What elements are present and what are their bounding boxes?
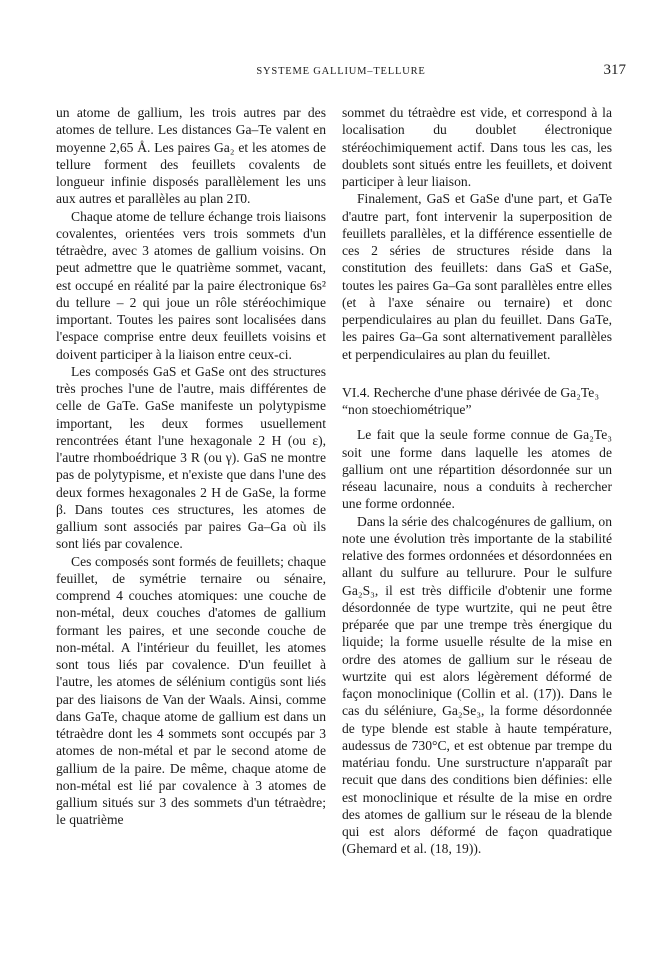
section-heading: VI.4. Recherche d'une phase dérivée de Ga₂Te₃ “non stoechiométrique” xyxy=(342,384,600,417)
left-column xyxy=(56,104,326,829)
running-title: SYSTEME GALLIUM–TELLURE xyxy=(256,66,426,77)
right-column xyxy=(342,104,612,858)
paragraph: Finalement, GaS et GaSe d'une part, et GaTe d'autre part, font intervenir la superposition de feuillets parallèles, et la différence essentielle de ces 2 séries de structures réside dans la constitution des feuillets: dans GaS et GaSe, toutes les paires Ga–Ga sont parallèles entre elles (et à l'axe sénaire ou ternaire) et donc perpendiculaires au plan du feuillet. Dans GaTe, les paires Ga–Ga sont alternativement parallèles et perpendiculaires au plan du feuillet. xyxy=(342,191,612,362)
paragraph: sommet du tétraèdre est vide, et correspond à la localisation du doublet électronique stéréochimiquement actif. Dans tous les cas, les doublets sont situés entre les feuillets, et doivent participer à leur liaison. xyxy=(342,105,612,189)
page-number: 317 xyxy=(603,62,626,78)
paragraph: Les composés GaS et GaSe ont des structures très proches l'une de l'autre, mais différentes de celle de GaTe. GaSe manifeste un polytypisme important, les deux formes usuellement rencontrées étant l'une hexagonale 2 H (ou ε), l'autre rhomboédrique 3 R (ou γ). GaS ne montre pas de polytypisme, et n'existe que dans l'une des deux formes hexagonales 2 H de GaSe, la forme β. Dans toutes ces structures, les atomes de gallium sont associés par paires Ga–Ga où ils sont liés par covalence. xyxy=(56,363,326,552)
page-header xyxy=(56,60,626,84)
paragraph: Chaque atome de tellure échange trois liaisons covalentes, orientées vers trois sommets d'un tétraèdre, avec 3 atomes de gallium voisins. On peut admettre que le quatrième sommet, vacant, est occupé en réalité par la paire électronique 6s² du tellure – 2 qui joue un rôle stéréochimique important. Toutes les paires sont localisées dans l'espace comprise entre deux feuillets voisins et doivent participer à la liaison entre ceux-ci. xyxy=(56,208,326,362)
paragraph: Dans la série des chalcogénures de gallium, on note une évolution très importante de la stabilité relative des formes ordonnées et désordonnées en allant du sulfure au tellurure. Pour le sulfure Ga₂S₃, il est très difficile d'obtenir une forme désordonnée de type wurtzite, qui ne peut être préparée que par une trempe très énergique du liquide; la forme usuelle résulte de la mise en ordre des atomes de gallium sur le réseau de wurtzite qui est alors légèrement déformé de façon monoclinique (Collin et al. (17)). Dans le cas du séléniure, Ga₂Se₃, la forme désordonnée de type blende est stable à haute température, audessus de 730°C, et est obtenue par trempe du matériau fondu. Une surstructure n'apparaît par recuit que dans des conditions bien définies: elle est monoclinique et résulte de la mise en ordre des atomes de gallium sur le réseau de la blende qui est alors déformé de façon quadratique (Ghemard et al. (18, 19)). xyxy=(342,513,612,857)
paragraph: Le fait que la seule forme connue de Ga₂Te₃ soit une forme dans laquelle les atomes de gallium ont une répartition désordonnée sur un réseau lacunaire, nous a conduits à rechercher une forme ordonnée. xyxy=(342,427,612,512)
paragraph: Ces composés sont formés de feuillets; chaque feuillet, de symétrie ternaire ou sénaire, comprend 4 couches atomiques: une couche de non-métal, deux couches d'atomes de gallium formant les paires, et une seconde couche de non-métal. A l'intérieur du feuillet, les atomes sont tous liés par covalence. D'un feuillet à l'autre, les atomes de sélénium contigüs sont liés par des liaisons de Van der Waals. Ainsi, comme dans GaTe, chaque atome de gallium est dans un tétraèdre dont les 4 sommets sont occupés par 3 atomes de non-métal et par le second atome de gallium de la paire. De même, chaque atome de non-métal est lié par covalence à 3 atomes de gallium situés sur 3 des sommets d'un tétraèdre; le quatrième xyxy=(56,553,326,828)
paragraph: un atome de gallium, les trois autres par des atomes de tellure. Les distances Ga–Te valent en moyenne 2,65 Å. Les paires Ga₂ et les atomes de tellure forment des feuillets covalents de longueur infinie disposés parallèlement les uns aux autres et parallèles au plan 21̄0. xyxy=(56,105,326,207)
